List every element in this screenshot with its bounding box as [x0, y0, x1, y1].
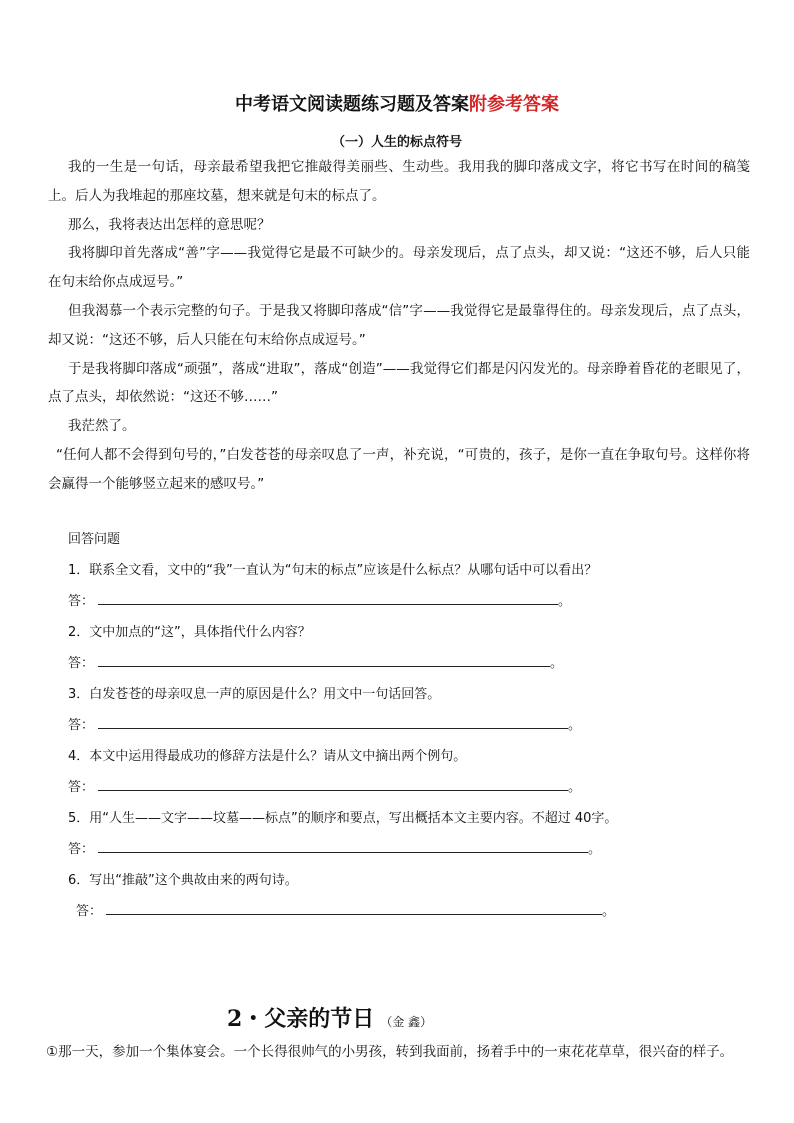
section-subtitle: （一）人生的标点符号	[331, 135, 462, 150]
answer-line-3[interactable]	[68, 710, 758, 741]
answer-blank[interactable]	[98, 714, 568, 729]
answer-end: 。	[568, 718, 582, 733]
passage-paragraph: 于是我将脚印落成“顽强”，落成“进取”，落成“创造”——我觉得它们都是闪闪发光的。母亲睁着昏花的老眼见了，点了点头，却依然说：“这还不够……”	[48, 360, 750, 406]
answer-end: 。	[558, 594, 572, 609]
question-4: 4．本文中运用得最成功的修辞方法是什么？请从文中摘出两个例句。	[68, 749, 467, 764]
section-2-title	[227, 1002, 432, 1033]
passage-paragraph: “任何人都不会得到句号的，”白发苍苍的母亲叹息了一声，补充说，“可贵的，孩子，是你一直在争取句号。这样你将会赢得一个能够竖立起来的感叹号。”	[48, 446, 750, 492]
passage-paragraph: 我茫然了。	[68, 418, 136, 435]
section-2-author: （金 鑫）	[380, 1015, 433, 1029]
answer-blank[interactable]	[98, 652, 550, 667]
answer-line-1[interactable]	[68, 586, 758, 617]
answer-line-6[interactable]	[68, 896, 758, 927]
question-1: 1．联系全文看，文中的“我”一直认为“句末的标点”应该是什么标点？从哪句话中可以看出？	[68, 563, 598, 578]
question-5: 5．用“人生——文字——坟墓——标点”的顺序和要点，写出概括本文主要内容。不超过 40字。	[68, 811, 618, 826]
questions-section	[68, 524, 758, 927]
passage-paragraph: 我的一生是一句话，母亲最希望我把它推敲得美丽些、生动些。我用我的脚印落成文字，将它书写在时间的稿笺上。后人为我堆起的那座坟墓，想来就是句末的标点了。	[48, 159, 750, 204]
passage-paragraph: 但我渴慕一个表示完整的句子。于是我又将脚印落成“信”字——我觉得它是最靠得住的。母亲发现后，点了点头，却又说：“这还不够，后人只能在句末给你点成逗号。”	[48, 302, 750, 348]
answer-line-4[interactable]	[68, 772, 758, 803]
answer-blank[interactable]	[98, 590, 558, 605]
section-2-heading: 2・父亲的节日	[227, 1006, 375, 1032]
question-3: 3．白发苍苍的母亲叹息一声的原因是什么？用文中一句话回答。	[68, 687, 441, 702]
answer-label: 答：	[68, 780, 95, 795]
title-red-suffix: 附参考答案	[469, 94, 559, 115]
question-6: 6．写出“推敲”这个典故由来的两句诗。	[68, 873, 298, 888]
title-main: 中考语文阅读题练习题及答案	[235, 94, 469, 115]
passage	[48, 153, 750, 499]
answer-blank[interactable]	[98, 838, 588, 853]
answer-end: 。	[568, 780, 582, 795]
question-2: 2．文中加点的“这”，具体指代什么内容？	[68, 625, 311, 640]
answer-label: 答：	[68, 594, 95, 609]
questions-heading: 回答问题	[68, 532, 121, 547]
answer-blank[interactable]	[106, 900, 602, 915]
answer-label: 答：	[68, 656, 95, 671]
section-2-first-paragraph: ①那一天，参加一个集体宴会。一个长得很帅气的小男孩，转到我面前，扬着手中的一束花花草草，很兴奋的样子。	[46, 1044, 734, 1060]
answer-label: 答：	[76, 904, 103, 919]
answer-end: 。	[588, 842, 602, 857]
answer-label: 答：	[68, 842, 95, 857]
passage-paragraph: 那么，我将表达出怎样的意思呢？	[68, 216, 271, 233]
passage-paragraph: 我将脚印首先落成“善”字——我觉得它是最不可缺少的。母亲发现后，点了点头，却又说：“这还不够，后人只能在句末给你点成逗号。”	[48, 245, 750, 291]
answer-line-2[interactable]	[68, 648, 758, 679]
answer-blank[interactable]	[98, 776, 568, 791]
document-title	[0, 90, 794, 116]
answer-end: 。	[550, 656, 564, 671]
answer-label: 答：	[68, 718, 95, 733]
answer-line-5[interactable]	[68, 834, 758, 865]
answer-end: 。	[602, 904, 616, 919]
